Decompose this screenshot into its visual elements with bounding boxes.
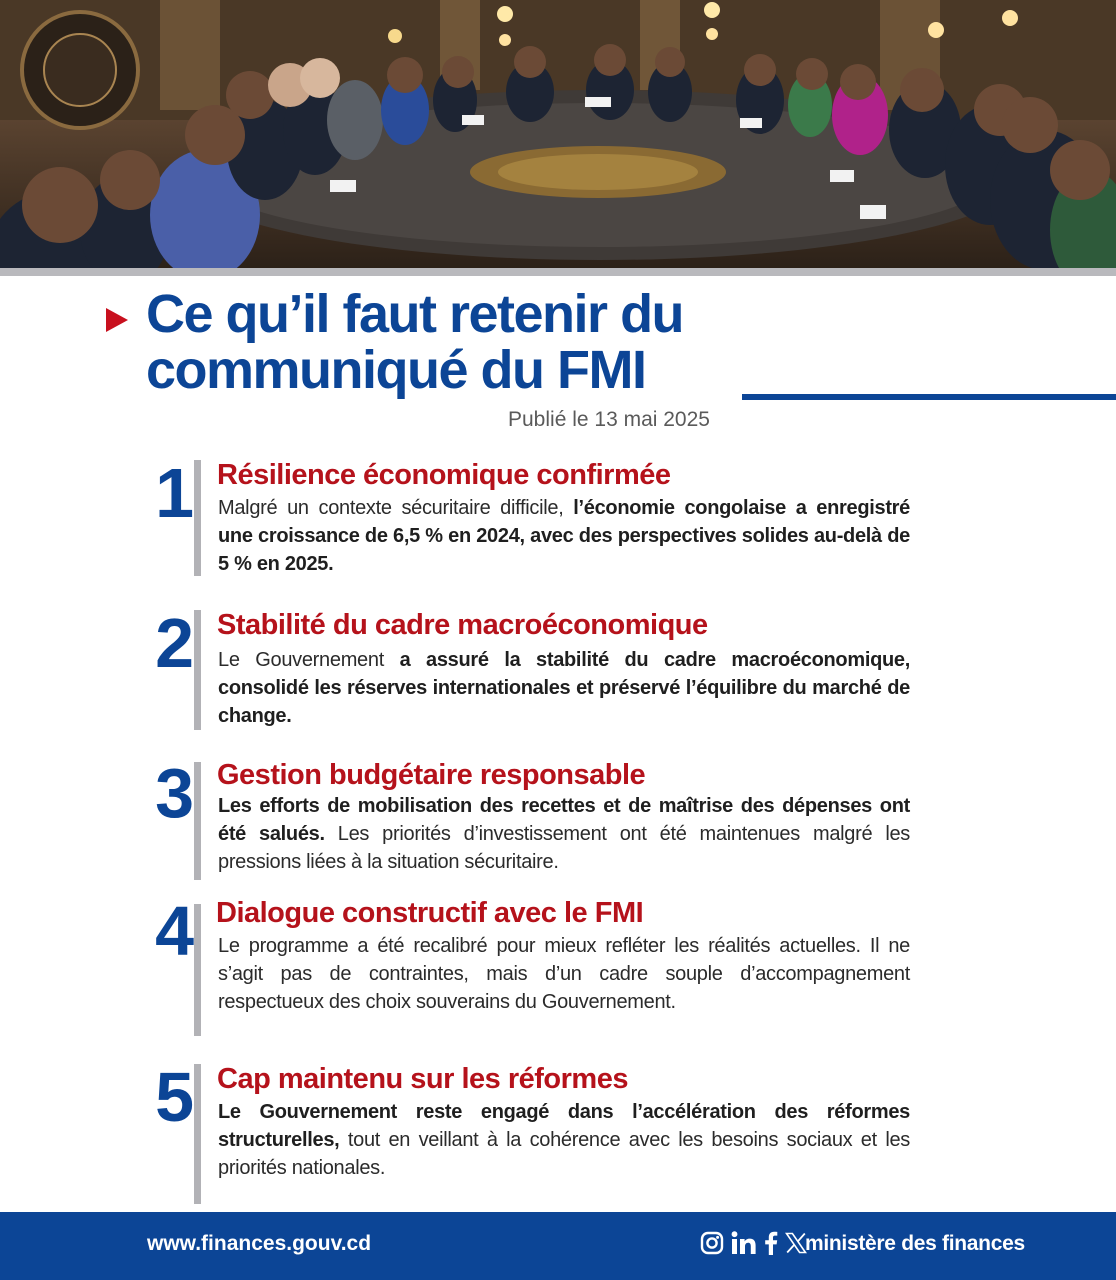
- point-text-bold: Le Gouvernement reste engagé dans l’accélération des réformes structurelles,: [218, 1101, 910, 1151]
- point-title: Gestion budgétaire responsable: [217, 759, 646, 791]
- point-text-bold: l’économie congolaise a enregistré une croissance de 6,5 % en 2024, avec des perspectives solides au-delà de 5 % en 2025.: [218, 497, 910, 575]
- point-text-bold: a assuré la stabilité du cadre macroéconomique, consolidé les réserves internationales et préservé l’équilibre du marché de change.: [218, 649, 911, 727]
- point-number: 3: [155, 754, 192, 832]
- point-text: [218, 494, 910, 578]
- point-number: 5: [155, 1058, 192, 1136]
- meeting-photo-illustration: [0, 0, 1116, 268]
- organization-name: ministère des finances: [805, 1232, 1025, 1255]
- point-bar: [194, 904, 201, 1036]
- point-text-regular: Malgré un contexte sécuritaire difficile,: [218, 497, 574, 519]
- title-arrow-icon: [106, 308, 128, 332]
- point-text: Le programme a été recalibré pour mieux refléter les réalités actuelles. Il ne s’agit pas de contraintes, mais d’un cadre souple d’accompagnement respectueux des choix souverains du Gouvernement.: [218, 935, 910, 1013]
- point-text: [218, 646, 910, 730]
- title-underline: [742, 394, 1116, 400]
- point-text-regular: Le Gouvernement: [218, 649, 400, 671]
- point-text-bold: Les efforts de mobilisation des recettes et de maîtrise des dépenses ont été salués.: [218, 795, 910, 845]
- photo-divider: [0, 268, 1116, 276]
- point-bar: [194, 762, 201, 880]
- linkedin-icon[interactable]: [731, 1231, 757, 1255]
- website-link[interactable]: www.finances.gouv.cd: [147, 1232, 372, 1255]
- point-text: [218, 792, 910, 876]
- title-line-1: Ce qu’il faut retenir du: [146, 284, 684, 344]
- point-title: Cap maintenu sur les réformes: [217, 1063, 628, 1095]
- x-icon[interactable]: [785, 1232, 807, 1254]
- instagram-icon[interactable]: [700, 1231, 724, 1255]
- facebook-icon[interactable]: [764, 1231, 778, 1255]
- point-text: [218, 1098, 910, 1182]
- point-title: Stabilité du cadre macroéconomique: [217, 609, 708, 641]
- page-title: [146, 286, 683, 398]
- title-line-2: communiqué du FMI: [146, 340, 646, 400]
- social-icons: [700, 1228, 807, 1258]
- point-title: Résilience économique confirmée: [217, 459, 671, 491]
- point-bar: [194, 610, 201, 730]
- point-bar: [194, 1064, 201, 1204]
- point-number: 4: [155, 892, 192, 970]
- footer: [0, 1212, 1116, 1280]
- point-bar: [194, 460, 201, 576]
- point-number: 1: [155, 454, 192, 532]
- point-text-regular: tout en veillant à la cohérence avec les besoins sociaux et les priorités nationales.: [218, 1129, 910, 1179]
- point-title: Dialogue constructif avec le FMI: [216, 897, 644, 929]
- point-number: 2: [155, 604, 192, 682]
- point-text-regular: Les priorités d’investissement ont été maintenues malgré les pressions liées à la situation sécuritaire.: [218, 823, 910, 873]
- publication-date: Publié le 13 mai 2025: [508, 408, 710, 431]
- meeting-photo: [0, 0, 1116, 268]
